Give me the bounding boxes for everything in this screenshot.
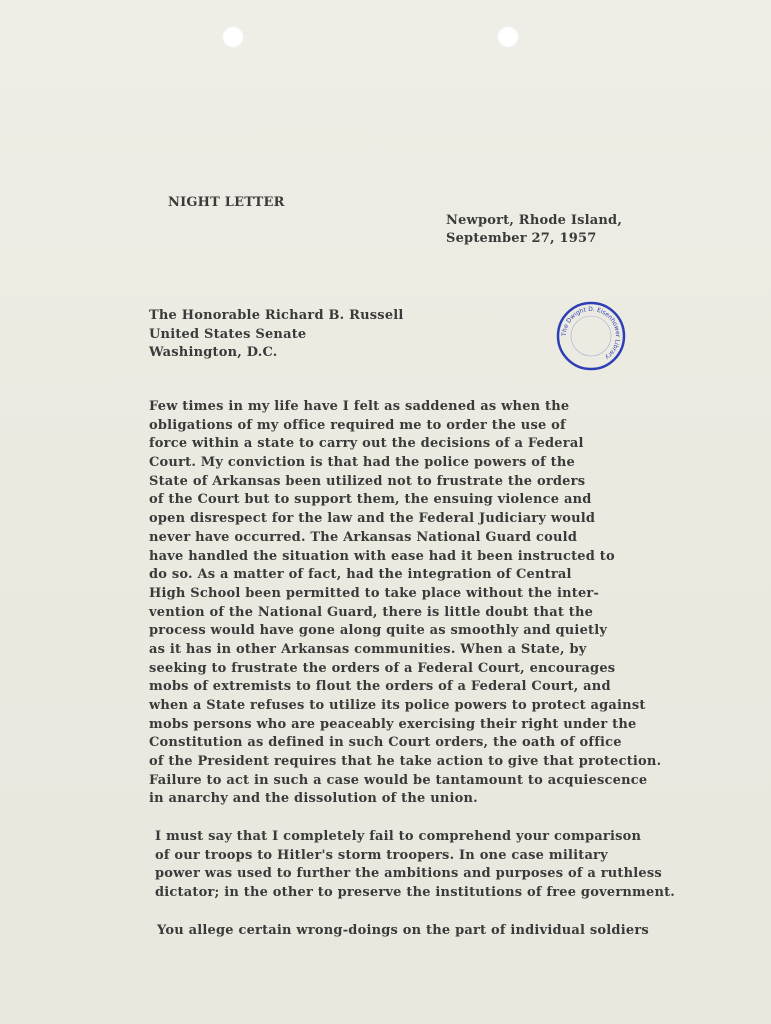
body-line: High School been permitted to take place without the inter- bbox=[149, 585, 600, 601]
body-line: mobs persons who are peaceably exercising their right under the bbox=[149, 716, 637, 732]
letter-date: September 27, 1957 bbox=[446, 231, 597, 246]
body-line: dictator; in the other to preserve the institutions of free government. bbox=[155, 885, 676, 901]
body-line: mobs of extremists to flout the orders of a Federal Court, and bbox=[149, 679, 611, 695]
body-line: State of Arkansas been utilized not to frustrate the orders bbox=[149, 473, 586, 489]
body-line: power was used to further the ambitions and purposes of a ruthless bbox=[155, 866, 662, 882]
letter-type-label: NIGHT LETTER bbox=[168, 195, 285, 210]
body-line: Failure to act in such a case would be tantamount to acquiescence bbox=[149, 772, 648, 788]
body-line: I must say that I completely fail to comprehend your comparison bbox=[155, 829, 642, 844]
body-line: Few times in my life have I felt as saddened as when the bbox=[149, 399, 570, 414]
body-line: as it has in other Arkansas communities. When a State, by bbox=[149, 641, 587, 657]
letter-place: Newport, Rhode Island, bbox=[446, 213, 623, 228]
body-line: force within a state to carry out the decisions of a Federal bbox=[149, 436, 584, 452]
body-paragraph-3 bbox=[157, 922, 649, 941]
addressee-block bbox=[149, 307, 404, 363]
addressee-city: Washington, D.C. bbox=[149, 345, 278, 361]
svg-text:The Dwight D. Eisenhower Libra: The Dwight D. Eisenhower Library bbox=[560, 305, 622, 361]
punch-hole-right bbox=[497, 26, 519, 48]
body-line: You allege certain wrong-doings on the part of individual soldiers bbox=[157, 923, 649, 938]
library-stamp bbox=[556, 301, 626, 371]
body-line: in anarchy and the dissolution of the union. bbox=[149, 791, 478, 807]
body-line: have handled the situation with ease had it been instructed to bbox=[149, 548, 615, 564]
body-line: of the President requires that he take action to give that protection. bbox=[149, 754, 662, 770]
body-paragraph-1 bbox=[149, 398, 661, 809]
addressee-name: The Honorable Richard B. Russell bbox=[149, 308, 404, 323]
body-line: never have occurred. The Arkansas National Guard could bbox=[149, 529, 578, 545]
body-line: when a State refuses to utilize its police powers to protect against bbox=[149, 698, 646, 713]
body-paragraph-2 bbox=[155, 828, 675, 903]
body-line: Constitution as defined in such Court orders, the oath of office bbox=[149, 735, 622, 751]
body-line: seeking to frustrate the orders of a Federal Court, encourages bbox=[149, 660, 616, 676]
body-line: do so. As a matter of fact, had the integration of Central bbox=[149, 567, 572, 583]
body-line: open disrespect for the law and the Federal Judiciary would bbox=[149, 511, 596, 527]
body-line: vention of the National Guard, there is little doubt that the bbox=[149, 604, 594, 620]
body-line: of our troops to Hitler's storm troopers. In one case military bbox=[155, 847, 608, 863]
addressee-org: United States Senate bbox=[149, 326, 307, 342]
body-line: Court. My conviction is that had the police powers of the bbox=[149, 455, 576, 471]
body-line: process would have gone along quite as smoothly and quietly bbox=[149, 623, 608, 639]
body-line: of the Court but to support them, the ensuing violence and bbox=[149, 492, 592, 508]
punch-hole-left bbox=[222, 26, 244, 48]
body-line: obligations of my office required me to order the use of bbox=[149, 417, 566, 433]
